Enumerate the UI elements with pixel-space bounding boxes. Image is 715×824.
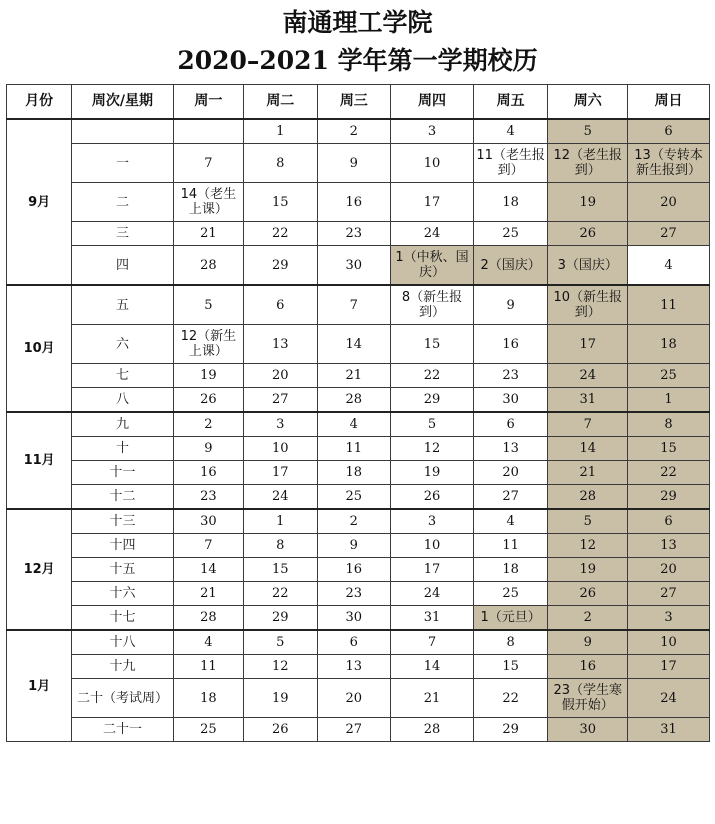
header-month: 月份 xyxy=(7,85,72,120)
day-cell: 29 xyxy=(391,388,474,413)
day-cell: 16 xyxy=(548,655,628,679)
day-cell: 27 xyxy=(628,582,710,606)
week-cell: 十二 xyxy=(72,485,173,510)
week-cell: 九 xyxy=(72,412,173,437)
table-row xyxy=(7,183,710,222)
day-cell: 12 xyxy=(391,437,474,461)
day-cell: 31 xyxy=(391,606,474,631)
day-cell: 14 xyxy=(391,655,474,679)
week-cell: 十一 xyxy=(72,461,173,485)
day-cell: 4 xyxy=(473,509,548,534)
month-cell: 11月 xyxy=(7,412,72,509)
header-tue: 周二 xyxy=(244,85,318,120)
day-cell: 2（国庆） xyxy=(473,246,548,286)
day-cell: 9 xyxy=(173,437,243,461)
week-cell: 十八 xyxy=(72,630,173,655)
table-row xyxy=(7,388,710,413)
day-cell: 13 xyxy=(244,325,318,364)
table-row xyxy=(7,630,710,655)
day-cell: 22 xyxy=(244,582,318,606)
table-row xyxy=(7,325,710,364)
day-cell: 26 xyxy=(548,222,628,246)
day-cell: 3 xyxy=(391,509,474,534)
day-cell: 13（专转本新生报到） xyxy=(628,144,710,183)
week-cell: 十 xyxy=(72,437,173,461)
day-cell: 21 xyxy=(391,679,474,718)
table-row xyxy=(7,412,710,437)
day-cell: 1（中秋、国庆） xyxy=(391,246,474,286)
day-cell: 15 xyxy=(628,437,710,461)
table-row xyxy=(7,509,710,534)
day-cell: 1 xyxy=(244,119,318,144)
header-sat: 周六 xyxy=(548,85,628,120)
day-cell: 24 xyxy=(628,679,710,718)
day-cell: 20 xyxy=(628,558,710,582)
day-cell: 27 xyxy=(473,485,548,510)
day-cell: 31 xyxy=(628,718,710,742)
day-cell: 15 xyxy=(244,558,318,582)
day-cell: 1 xyxy=(244,509,318,534)
day-cell: 18 xyxy=(473,183,548,222)
day-cell: 8 xyxy=(473,630,548,655)
day-cell: 12 xyxy=(244,655,318,679)
header-thu: 周四 xyxy=(391,85,474,120)
day-cell: 8 xyxy=(244,144,318,183)
day-cell xyxy=(173,119,243,144)
day-cell: 19 xyxy=(244,679,318,718)
month-cell: 1月 xyxy=(7,630,72,742)
day-cell: 25 xyxy=(473,582,548,606)
day-cell: 21 xyxy=(317,364,391,388)
day-cell: 26 xyxy=(244,718,318,742)
day-cell: 7 xyxy=(391,630,474,655)
day-cell: 19 xyxy=(173,364,243,388)
month-cell: 12月 xyxy=(7,509,72,630)
day-cell: 18 xyxy=(173,679,243,718)
day-cell: 21 xyxy=(173,222,243,246)
day-cell: 28 xyxy=(391,718,474,742)
day-cell: 9 xyxy=(317,144,391,183)
day-cell: 10 xyxy=(391,534,474,558)
day-cell: 17 xyxy=(548,325,628,364)
day-cell: 23 xyxy=(473,364,548,388)
day-cell: 11 xyxy=(317,437,391,461)
day-cell: 12（新生上课） xyxy=(173,325,243,364)
header-week: 周次/星期 xyxy=(72,85,173,120)
day-cell: 24 xyxy=(548,364,628,388)
day-cell: 12（老生报到） xyxy=(548,144,628,183)
day-cell: 14（老生上课） xyxy=(173,183,243,222)
table-row xyxy=(7,606,710,631)
table-row xyxy=(7,222,710,246)
header-row xyxy=(7,85,710,120)
week-cell: 十九 xyxy=(72,655,173,679)
day-cell: 26 xyxy=(173,388,243,413)
table-row xyxy=(7,246,710,286)
day-cell: 6 xyxy=(628,509,710,534)
day-cell: 15 xyxy=(473,655,548,679)
day-cell: 5 xyxy=(244,630,318,655)
day-cell: 7 xyxy=(173,144,243,183)
day-cell: 10 xyxy=(244,437,318,461)
table-row xyxy=(7,679,710,718)
header-wed: 周三 xyxy=(317,85,391,120)
week-cell: 十三 xyxy=(72,509,173,534)
day-cell: 26 xyxy=(548,582,628,606)
day-cell: 22 xyxy=(473,679,548,718)
table-row xyxy=(7,144,710,183)
day-cell: 18 xyxy=(317,461,391,485)
day-cell: 30 xyxy=(473,388,548,413)
day-cell: 1 xyxy=(628,388,710,413)
day-cell: 19 xyxy=(548,183,628,222)
week-cell: 四 xyxy=(72,246,173,286)
day-cell: 16 xyxy=(173,461,243,485)
day-cell: 29 xyxy=(244,606,318,631)
day-cell: 23 xyxy=(317,582,391,606)
week-cell: 六 xyxy=(72,325,173,364)
day-cell: 23 xyxy=(173,485,243,510)
day-cell: 13 xyxy=(473,437,548,461)
day-cell: 5 xyxy=(548,509,628,534)
day-cell: 2 xyxy=(317,119,391,144)
day-cell: 20 xyxy=(473,461,548,485)
day-cell: 13 xyxy=(628,534,710,558)
day-cell: 23（学生寒假开始） xyxy=(548,679,628,718)
week-cell: 二 xyxy=(72,183,173,222)
day-cell: 28 xyxy=(548,485,628,510)
day-cell: 6 xyxy=(628,119,710,144)
day-cell: 30 xyxy=(173,509,243,534)
day-cell: 22 xyxy=(391,364,474,388)
day-cell: 20 xyxy=(244,364,318,388)
day-cell: 6 xyxy=(473,412,548,437)
month-cell: 10月 xyxy=(7,285,72,412)
day-cell: 9 xyxy=(548,630,628,655)
month-cell: 9月 xyxy=(7,119,72,285)
day-cell: 27 xyxy=(317,718,391,742)
day-cell: 26 xyxy=(391,485,474,510)
day-cell: 16 xyxy=(473,325,548,364)
day-cell: 11 xyxy=(628,285,710,325)
day-cell: 4 xyxy=(317,412,391,437)
day-cell: 20 xyxy=(317,679,391,718)
day-cell: 17 xyxy=(628,655,710,679)
day-cell: 24 xyxy=(391,582,474,606)
day-cell: 12 xyxy=(548,534,628,558)
day-cell: 14 xyxy=(173,558,243,582)
day-cell: 7 xyxy=(317,285,391,325)
day-cell: 23 xyxy=(317,222,391,246)
table-row xyxy=(7,119,710,144)
table-row xyxy=(7,437,710,461)
day-cell: 16 xyxy=(317,558,391,582)
day-cell: 25 xyxy=(473,222,548,246)
week-cell: 二十一 xyxy=(72,718,173,742)
day-cell: 14 xyxy=(317,325,391,364)
day-cell: 19 xyxy=(391,461,474,485)
day-cell: 21 xyxy=(548,461,628,485)
day-cell: 2 xyxy=(173,412,243,437)
day-cell: 17 xyxy=(244,461,318,485)
week-cell: 八 xyxy=(72,388,173,413)
day-cell: 25 xyxy=(628,364,710,388)
day-cell: 4 xyxy=(173,630,243,655)
day-cell: 22 xyxy=(244,222,318,246)
week-cell: 一 xyxy=(72,144,173,183)
table-row xyxy=(7,718,710,742)
day-cell: 15 xyxy=(391,325,474,364)
table-row xyxy=(7,461,710,485)
day-cell: 10 xyxy=(391,144,474,183)
week-cell: 十四 xyxy=(72,534,173,558)
day-cell: 1（元旦） xyxy=(473,606,548,631)
day-cell: 27 xyxy=(244,388,318,413)
week-cell xyxy=(72,119,173,144)
day-cell: 18 xyxy=(473,558,548,582)
week-cell: 五 xyxy=(72,285,173,325)
day-cell: 2 xyxy=(317,509,391,534)
day-cell: 28 xyxy=(173,606,243,631)
day-cell: 25 xyxy=(173,718,243,742)
day-cell: 4 xyxy=(628,246,710,286)
day-cell: 17 xyxy=(391,558,474,582)
day-cell: 3 xyxy=(628,606,710,631)
day-cell: 19 xyxy=(548,558,628,582)
day-cell: 6 xyxy=(317,630,391,655)
day-cell: 9 xyxy=(473,285,548,325)
day-cell: 2 xyxy=(548,606,628,631)
day-cell: 28 xyxy=(173,246,243,286)
table-row xyxy=(7,534,710,558)
week-cell: 七 xyxy=(72,364,173,388)
day-cell: 8 xyxy=(628,412,710,437)
day-cell: 3 xyxy=(244,412,318,437)
header-fri: 周五 xyxy=(473,85,548,120)
day-cell: 20 xyxy=(628,183,710,222)
day-cell: 22 xyxy=(628,461,710,485)
day-cell: 5 xyxy=(548,119,628,144)
week-cell: 十七 xyxy=(72,606,173,631)
day-cell: 7 xyxy=(173,534,243,558)
week-cell: 三 xyxy=(72,222,173,246)
day-cell: 5 xyxy=(391,412,474,437)
day-cell: 14 xyxy=(548,437,628,461)
day-cell: 9 xyxy=(317,534,391,558)
school-calendar-table xyxy=(6,84,710,742)
day-cell: 7 xyxy=(548,412,628,437)
day-cell: 24 xyxy=(244,485,318,510)
week-cell: 二十（考试周） xyxy=(72,679,173,718)
calendar-title: 2020–2021 学年第一学期校历 xyxy=(177,46,538,75)
header-sun: 周日 xyxy=(628,85,710,120)
header-mon: 周一 xyxy=(173,85,243,120)
day-cell: 24 xyxy=(391,222,474,246)
table-row xyxy=(7,558,710,582)
day-cell: 4 xyxy=(473,119,548,144)
day-cell: 11 xyxy=(473,534,548,558)
day-cell: 30 xyxy=(548,718,628,742)
day-cell: 18 xyxy=(628,325,710,364)
table-row xyxy=(7,285,710,325)
day-cell: 30 xyxy=(317,606,391,631)
day-cell: 10（新生报到） xyxy=(548,285,628,325)
day-cell: 11（老生报到） xyxy=(473,144,548,183)
day-cell: 3（国庆） xyxy=(548,246,628,286)
day-cell: 28 xyxy=(317,388,391,413)
table-row xyxy=(7,485,710,510)
day-cell: 21 xyxy=(173,582,243,606)
school-title: 南通理工学院 xyxy=(282,8,433,37)
day-cell: 8（新生报到） xyxy=(391,285,474,325)
day-cell: 5 xyxy=(173,285,243,325)
day-cell: 27 xyxy=(628,222,710,246)
day-cell: 31 xyxy=(548,388,628,413)
day-cell: 6 xyxy=(244,285,318,325)
day-cell: 13 xyxy=(317,655,391,679)
day-cell: 29 xyxy=(473,718,548,742)
day-cell: 15 xyxy=(244,183,318,222)
day-cell: 29 xyxy=(628,485,710,510)
table-row xyxy=(7,655,710,679)
day-cell: 3 xyxy=(391,119,474,144)
week-cell: 十五 xyxy=(72,558,173,582)
week-cell: 十六 xyxy=(72,582,173,606)
day-cell: 16 xyxy=(317,183,391,222)
day-cell: 11 xyxy=(173,655,243,679)
table-row xyxy=(7,364,710,388)
day-cell: 10 xyxy=(628,630,710,655)
day-cell: 17 xyxy=(391,183,474,222)
day-cell: 30 xyxy=(317,246,391,286)
day-cell: 25 xyxy=(317,485,391,510)
day-cell: 8 xyxy=(244,534,318,558)
table-row xyxy=(7,582,710,606)
day-cell: 29 xyxy=(244,246,318,286)
